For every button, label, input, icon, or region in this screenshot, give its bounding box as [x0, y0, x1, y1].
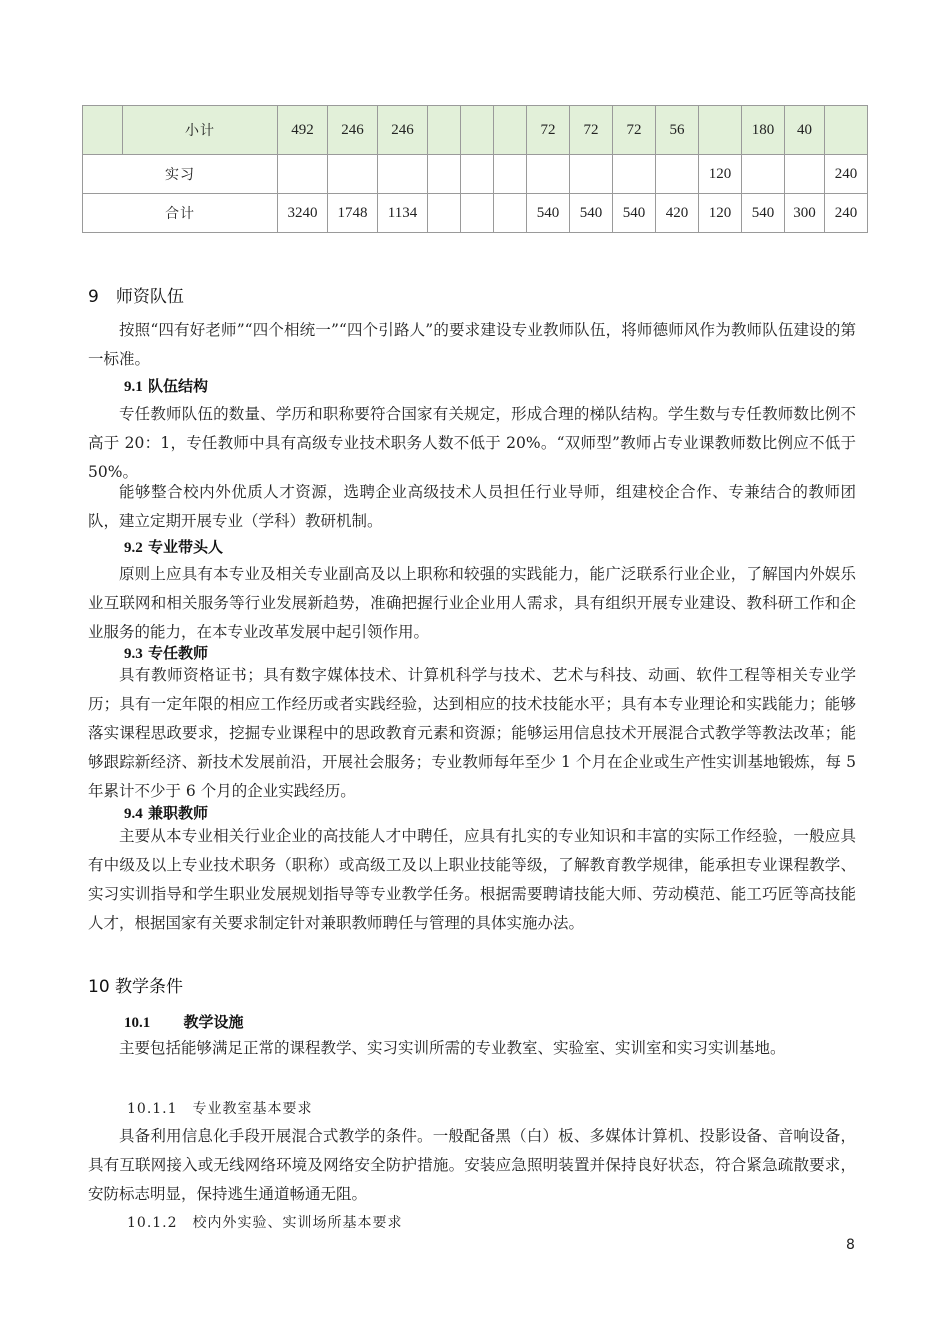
table-cell: 3240 [278, 194, 328, 233]
heading-number: 9.1 [124, 379, 143, 395]
table-cell [428, 194, 461, 233]
heading-text: 队伍结构 [147, 377, 208, 395]
row-label: 实习 [83, 155, 278, 194]
heading-number: 9.4 [124, 806, 143, 822]
table-cell: 40 [785, 106, 825, 155]
section-heading-9: 9 师资队伍 [88, 287, 184, 307]
table-cell: 246 [328, 106, 378, 155]
table-cell: 120 [699, 155, 742, 194]
subsubsection-heading-10-1-1: 10.1.1 专业教室基本要求 [127, 1101, 313, 1117]
table-cell: 1748 [328, 194, 378, 233]
table-cell: 540 [742, 194, 785, 233]
table-cell: 120 [699, 194, 742, 233]
heading-number: 9.3 [124, 646, 143, 662]
table-row-subtotal [83, 106, 868, 155]
table-cell: 56 [656, 106, 699, 155]
table-cell [428, 106, 461, 155]
table-cell [570, 155, 613, 194]
heading-number: 9.2 [124, 540, 143, 556]
table-cell: 420 [656, 194, 699, 233]
table-cell: 72 [570, 106, 613, 155]
subsection-heading-9-4 [124, 802, 208, 823]
heading-text: 专任教师 [147, 644, 208, 662]
table-cell [785, 155, 825, 194]
subsection-heading-10-1 [124, 1011, 244, 1032]
paragraph-9-1-a: 专任教师队伍的数量、学历和职称要符合国家有关规定，形成合理的梯队结构。学生数与专任教师数比例不高于 20：1，专任教师中具有高级专业技术职务人数不低于 20%。“双师型”教师占专业课教师数比例应不低于 50%。 [88, 405, 856, 481]
subsubsection-heading-10-1-2: 10.1.2 校内外实验、实训场所基本要求 [127, 1215, 403, 1231]
table-cell: 180 [742, 106, 785, 155]
table-cell: 240 [825, 155, 868, 194]
table-cell [742, 155, 785, 194]
table-cell: 246 [378, 106, 428, 155]
heading-text: 专业带头人 [147, 538, 223, 556]
table-cell [699, 106, 742, 155]
table-cell: 540 [613, 194, 656, 233]
table-row-internship [83, 155, 868, 194]
table-cell [461, 194, 494, 233]
table-cell [378, 155, 428, 194]
page-number: 8 [846, 1237, 855, 1253]
paragraph-9-2: 原则上应具有本专业及相关专业副高及以上职称和较强的实践能力，能广泛联系行业企业，了解国内外娱乐业互联网和相关服务等行业发展新趋势，准确把握行业企业用人需求，具有组织开展专业建设、教科研工作和企业服务的能力，在本专业改革发展中起引领作用。 [88, 565, 856, 641]
hours-summary-table [82, 105, 868, 233]
table-row-total [83, 194, 868, 233]
table-cell: 300 [785, 194, 825, 233]
table-cell [461, 106, 494, 155]
paragraph-10-1-1: 具备利用信息化手段开展混合式教学的条件。一般配备黑（白）板、多媒体计算机、投影设备、音响设备，具有互联网接入或无线网络环境及网络安全防护措施。安装应急照明装置并保持良好状态，符合紧急疏散要求，安防标志明显，保持逃生通道畅通无阻。 [88, 1127, 856, 1203]
table-cell [494, 194, 527, 233]
table-cell: 540 [570, 194, 613, 233]
table-cell [825, 106, 868, 155]
table-cell: 72 [527, 106, 570, 155]
heading-text: 教学设施 [183, 1013, 244, 1031]
table-cell: 72 [613, 106, 656, 155]
row-label: 小计 [123, 106, 278, 155]
paragraph-9-3: 具有教师资格证书；具有数字媒体技术、计算机科学与技术、艺术与科技、动画、软件工程等相关专业学历；具有一定年限的相应工作经历或者实践经验，达到相应的技术技能水平；具有本专业理论和实践能力；能够落实课程思政要求，挖掘专业课程中的思政教育元素和资源；能够运用信息技术开展混合式教学等教法改革；能够跟踪新经济、新技术发展前沿，开展社会服务；专业教师每年至少 1 个月在企业或生产性实训基地锻炼，每 5 年累计不少于 6 个月的企业实践经历。 [88, 666, 856, 800]
table-cell [461, 155, 494, 194]
section-heading-10: 10 教学条件 [88, 977, 184, 997]
table-cell [83, 106, 123, 155]
table-cell [278, 155, 328, 194]
heading-number: 10.1 [124, 1015, 151, 1031]
table-cell [494, 155, 527, 194]
table-cell [613, 155, 656, 194]
row-label: 合计 [83, 194, 278, 233]
paragraph-9-intro: 按照“四有好老师”“四个相统一”“四个引路人”的要求建设专业教师队伍，将师德师风作为教师队伍建设的第一标准。 [88, 321, 856, 368]
table-cell [328, 155, 378, 194]
subsection-heading-9-3 [124, 642, 208, 663]
table-cell: 540 [527, 194, 570, 233]
table-cell: 492 [278, 106, 328, 155]
table-cell [656, 155, 699, 194]
subsection-heading-9-1 [124, 375, 208, 396]
table-cell [527, 155, 570, 194]
paragraph-9-4: 主要从本专业相关行业企业的高技能人才中聘任，应具有扎实的专业知识和丰富的实际工作经验，一般应具有中级及以上专业技术职务（职称）或高级工及以上职业技能等级，了解教育教学规律，能承担专业课程教学、实习实训指导和学生职业发展规划指导等专业教学任务。根据需要聘请技能大师、劳动模范、能工巧匠等高技能人才，根据国家有关要求制定针对兼职教师聘任与管理的具体实施办法。 [88, 827, 856, 932]
table-cell [494, 106, 527, 155]
table-cell: 240 [825, 194, 868, 233]
table-cell [428, 155, 461, 194]
heading-text: 兼职教师 [147, 804, 208, 822]
paragraph-9-1-b: 能够整合校内外优质人才资源，选聘企业高级技术人员担任行业导师，组建校企合作、专兼结合的教师团队，建立定期开展专业（学科）教研机制。 [88, 483, 856, 530]
paragraph-10-1: 主要包括能够满足正常的课程教学、实习实训所需的专业教室、实验室、实训室和实习实训基地。 [119, 1039, 786, 1057]
subsection-heading-9-2 [124, 536, 223, 557]
table-cell: 1134 [378, 194, 428, 233]
